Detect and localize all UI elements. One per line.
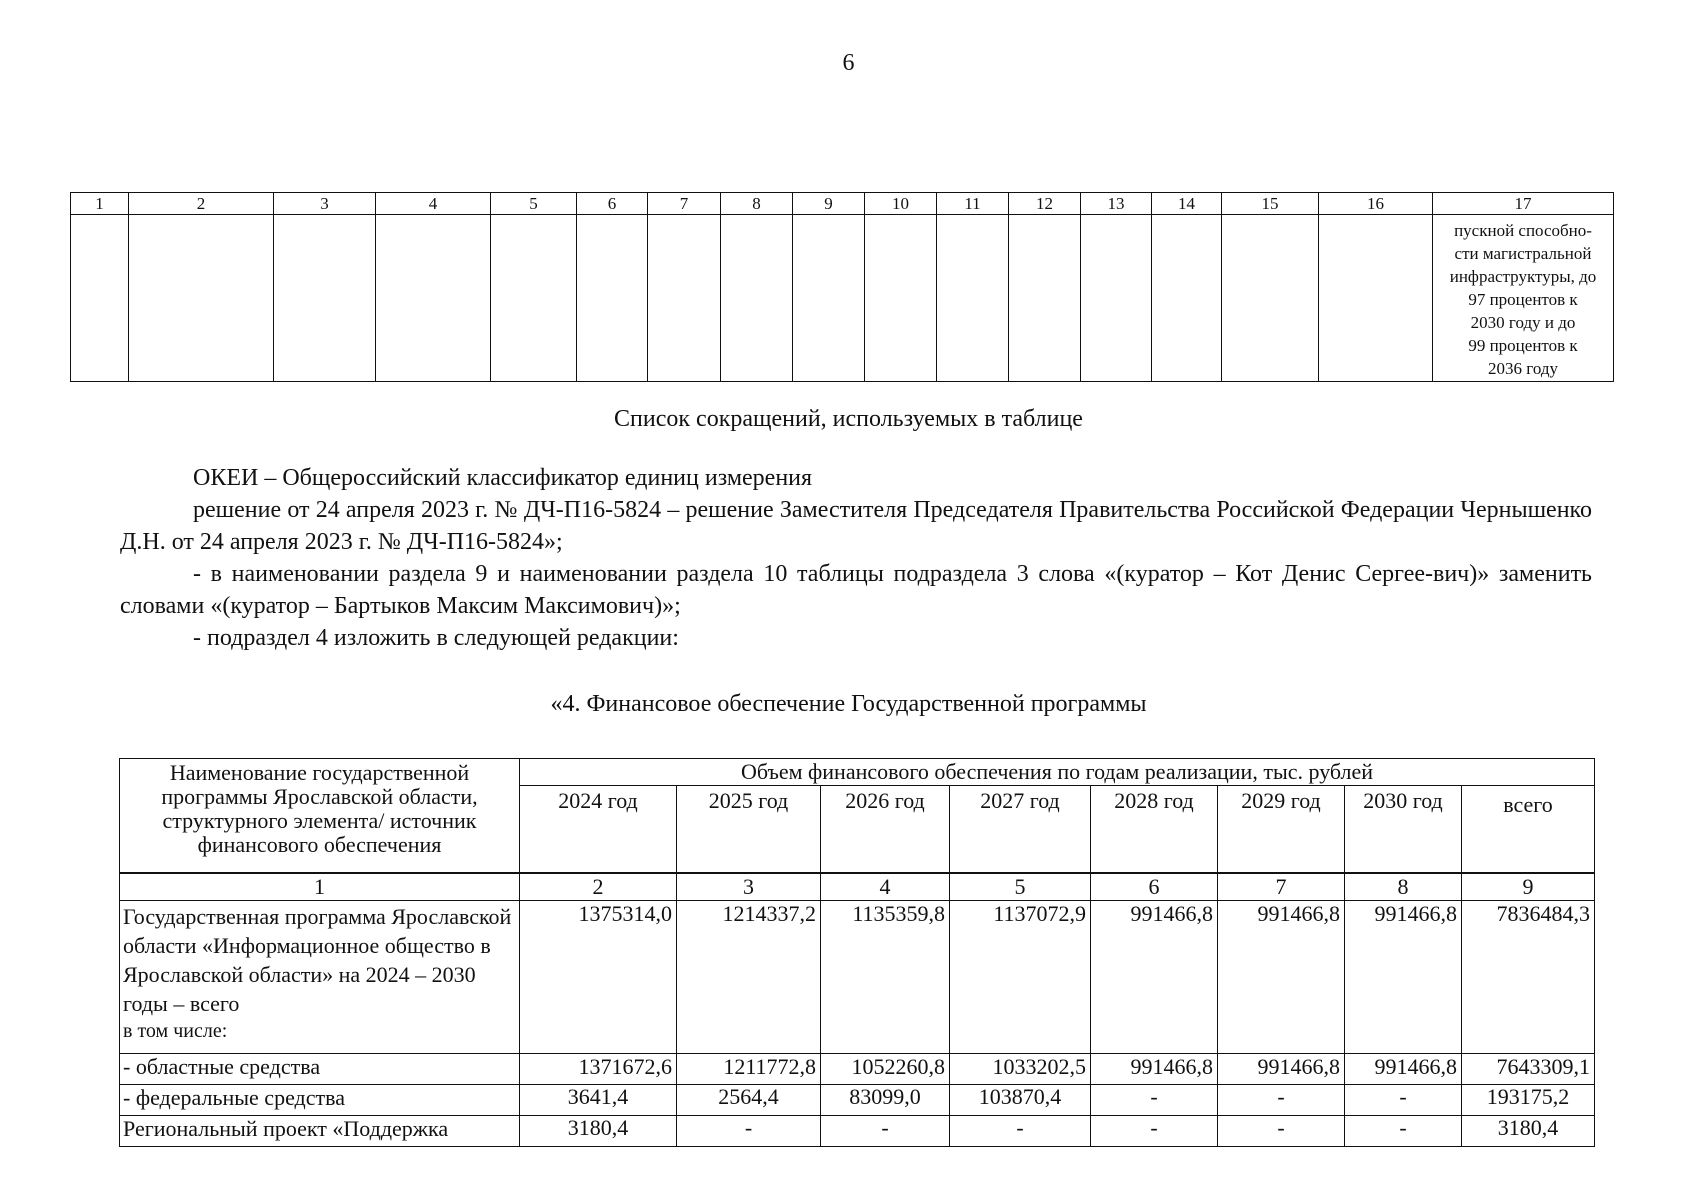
column-number: 9 bbox=[1462, 874, 1595, 901]
okei-paragraph: ОКЕИ – Общероссийский классификатор единиц измерения bbox=[193, 465, 813, 491]
volume-header: Объем финансового обеспечения по годам реализации, тыс. рублей bbox=[520, 759, 1595, 786]
table-row bbox=[120, 901, 1595, 1054]
page-number: 6 bbox=[842, 50, 855, 76]
year-header: 2025 год bbox=[677, 786, 821, 873]
column-number: 1 bbox=[120, 874, 520, 901]
rename-paragraph: - в наименовании раздела 9 и наименовании раздела 10 таблицы подраздела 3 слова «(куратор – Кот Денис Сергее-вич)» заменить словами «(куратор – Бартыков Максим Максимович)»; bbox=[120, 561, 1592, 619]
year-header: 2026 год bbox=[821, 786, 950, 873]
column-number: 3 bbox=[677, 874, 821, 901]
decision-paragraph: решение от 24 апреля 2023 г. № ДЧ-П16-5824 – решение Заместителя Председателя Правительства Российской Федерации Чернышенко Д.Н. от 24 апреля 2023 г. № ДЧ-П16-5824»; bbox=[120, 497, 1592, 555]
column-number: 4 bbox=[821, 874, 950, 901]
value-cell: 991466,8 bbox=[1218, 1054, 1345, 1085]
value-cell: 991466,8 bbox=[1091, 901, 1218, 1054]
abbreviations-title: Список сокращений, используемых в таблице bbox=[614, 406, 1083, 432]
column-number: 4 bbox=[376, 193, 491, 215]
section-title: «4. Финансовое обеспечение Государственной программы bbox=[550, 691, 1147, 717]
column-number: 12 bbox=[1009, 193, 1081, 215]
column-number: 6 bbox=[1091, 874, 1218, 901]
column-number: 1 bbox=[71, 193, 129, 215]
name-column-header: Наименование государственной программы Ярославской области, структурного элемента/ источник финансового обеспечения bbox=[120, 759, 520, 873]
row-name-cell: Региональный проект «Поддержка bbox=[120, 1116, 520, 1147]
column-number: 2 bbox=[520, 874, 677, 901]
year-header: 2029 год bbox=[1218, 786, 1345, 873]
value-cell: - bbox=[1218, 1116, 1345, 1147]
value-cell: 991466,8 bbox=[1091, 1054, 1218, 1085]
value-cell: - bbox=[1345, 1116, 1462, 1147]
value-cell: - bbox=[677, 1116, 821, 1147]
value-cell: - bbox=[950, 1116, 1091, 1147]
value-cell: 991466,8 bbox=[1345, 1054, 1462, 1085]
table-row bbox=[120, 1116, 1595, 1147]
value-cell: 1052260,8 bbox=[821, 1054, 950, 1085]
value-cell: - bbox=[1091, 1116, 1218, 1147]
subsection-paragraph: - подраздел 4 изложить в следующей редакции: bbox=[193, 625, 679, 651]
column-number: 9 bbox=[793, 193, 865, 215]
column-number: 3 bbox=[274, 193, 376, 215]
column-number: 15 bbox=[1222, 193, 1319, 215]
year-header: 2027 год bbox=[950, 786, 1091, 873]
value-cell: 1033202,5 bbox=[950, 1054, 1091, 1085]
column-number: 16 bbox=[1319, 193, 1433, 215]
column-number: 7 bbox=[648, 193, 721, 215]
column-number: 14 bbox=[1152, 193, 1222, 215]
value-cell: 1375314,0 bbox=[520, 901, 677, 1054]
column-number: 7 bbox=[1218, 874, 1345, 901]
indicator-text-cell: пускной способно- сти магистральной инфраструктуры, до 97 процентов к 2030 году и до 99 процентов к 2036 году bbox=[1433, 215, 1614, 382]
value-cell: - bbox=[1091, 1085, 1218, 1116]
row-name-cell: - областные средства bbox=[120, 1054, 520, 1085]
continuation-table bbox=[70, 192, 1614, 382]
total-header: всего bbox=[1462, 786, 1595, 873]
value-cell: 83099,0 bbox=[821, 1085, 950, 1116]
column-number: 2 bbox=[129, 193, 274, 215]
value-cell: 3641,4 bbox=[520, 1085, 677, 1116]
column-number: 6 bbox=[577, 193, 648, 215]
row-name-cell: Государственная программа Ярославской области «Информационное общество в Ярославской области» на 2024 – 2030 годы – всего в том числе: bbox=[120, 901, 520, 1054]
value-cell: 1137072,9 bbox=[950, 901, 1091, 1054]
column-number: 10 bbox=[865, 193, 937, 215]
finance-table bbox=[119, 873, 1595, 1147]
value-cell: - bbox=[1218, 1085, 1345, 1116]
value-cell: 2564,4 bbox=[677, 1085, 821, 1116]
value-cell: 1211772,8 bbox=[677, 1054, 821, 1085]
column-number: 5 bbox=[491, 193, 577, 215]
value-cell: 193175,2 bbox=[1462, 1085, 1595, 1116]
value-cell: 7836484,3 bbox=[1462, 901, 1595, 1054]
value-cell: 3180,4 bbox=[1462, 1116, 1595, 1147]
year-header: 2028 год bbox=[1091, 786, 1218, 873]
column-number: 17 bbox=[1433, 193, 1614, 215]
column-number-row bbox=[71, 193, 1614, 215]
column-number: 13 bbox=[1081, 193, 1152, 215]
year-header: 2030 год bbox=[1345, 786, 1462, 873]
value-cell: 991466,8 bbox=[1218, 901, 1345, 1054]
value-cell: - bbox=[1345, 1085, 1462, 1116]
value-cell: 103870,4 bbox=[950, 1085, 1091, 1116]
table-row bbox=[71, 215, 1614, 382]
year-header: 2024 год bbox=[520, 786, 677, 873]
column-number: 11 bbox=[937, 193, 1009, 215]
table-row bbox=[120, 1054, 1595, 1085]
column-number-row bbox=[120, 874, 1595, 901]
column-number: 8 bbox=[721, 193, 793, 215]
value-cell: 1214337,2 bbox=[677, 901, 821, 1054]
row-name-cell: - федеральные средства bbox=[120, 1085, 520, 1116]
value-cell: 1135359,8 bbox=[821, 901, 950, 1054]
table-row bbox=[120, 1085, 1595, 1116]
column-number: 8 bbox=[1345, 874, 1462, 901]
value-cell: - bbox=[821, 1116, 950, 1147]
value-cell: 3180,4 bbox=[520, 1116, 677, 1147]
value-cell: 991466,8 bbox=[1345, 901, 1462, 1054]
value-cell: 1371672,6 bbox=[520, 1054, 677, 1085]
column-number: 5 bbox=[950, 874, 1091, 901]
value-cell: 7643309,1 bbox=[1462, 1054, 1595, 1085]
finance-table-header bbox=[119, 758, 1595, 873]
